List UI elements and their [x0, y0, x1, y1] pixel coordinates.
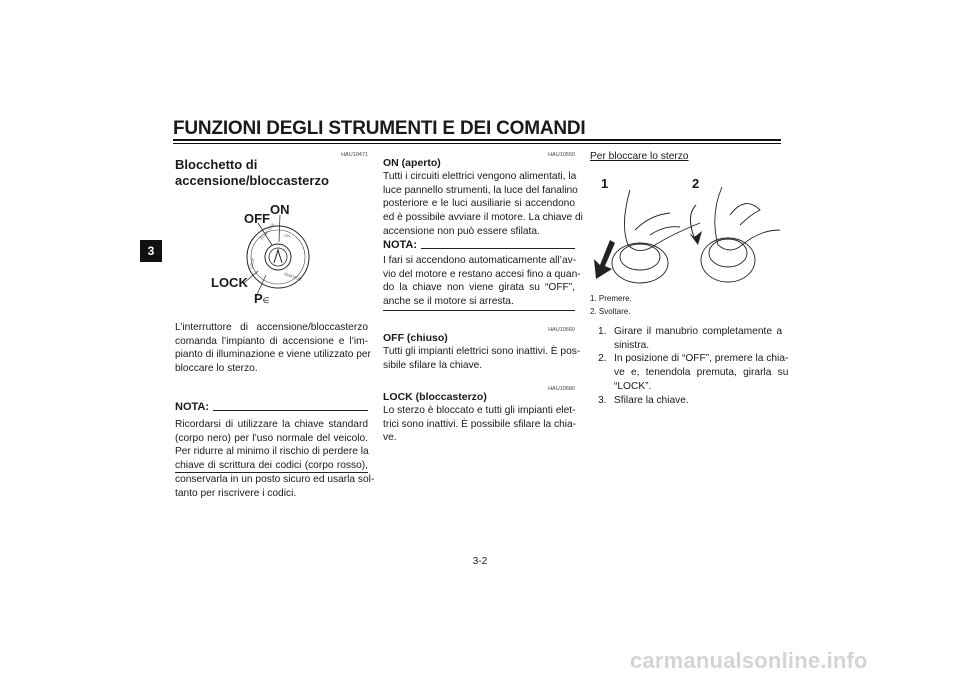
label-p: P∈ — [254, 291, 270, 306]
nota-label: NOTA: — [383, 239, 575, 251]
page-number: 3-2 — [472, 556, 488, 567]
lock-heading: LOCK (bloccasterzo) — [383, 391, 487, 403]
figure-captions: 1. Premere. 2. Svoltare. — [590, 294, 632, 316]
list-item: 1. Girare il manubrio completamente a sinistra. — [598, 326, 782, 351]
subheading: Per bloccare lo sterzo — [590, 151, 689, 162]
nota-paragraph: I fari si accendono automaticamente all’av- vio del motore e restano accesi fino a quan- do la chiave non viene girata su “OFF”, anche se il motore si arresta. — [383, 255, 581, 308]
chapter-tab: 3 — [140, 240, 162, 262]
intro-paragraph: L’interruttore di accensione/bloccasterzo comanda l’impianto di accensione e l’im- pianto di illuminazione e viene utilizzato per bloccare lo sterzo. — [175, 322, 371, 375]
figure-label-2: 2 — [692, 176, 700, 191]
nota-label: NOTA: — [175, 401, 368, 413]
label-off: OFF — [244, 211, 270, 226]
off-paragraph: Tutti gli impianti elettrici sono inattivi. È pos- sibile sfilare la chiave. — [383, 346, 581, 371]
label-on: ON — [270, 202, 290, 217]
page-title: FUNZIONI DEGLI STRUMENTI E DEI COMANDI — [173, 118, 586, 139]
section-code: HAU10660 — [548, 327, 575, 333]
lock-paragraph: Lo sterzo è bloccato e tutti gli impianti elet- trici sono inattivi. È possibile sfilare la chia- ve. — [383, 405, 577, 444]
label-lock: LOCK — [211, 275, 248, 290]
heading-line: accensione/bloccasterzo — [175, 173, 329, 188]
svg-text:PUSH OFF: PUSH OFF — [258, 221, 276, 241]
section-code: HAU10680 — [548, 386, 575, 392]
list-item: 2. In posizione di “OFF”, premere la chia- ve e, tenendola premuta, girarla su “LOCK”. — [598, 353, 789, 392]
svg-text:ON: ON — [284, 233, 290, 238]
list-item: 3. Sfilare la chiave. — [598, 394, 689, 406]
steps-list — [598, 325, 789, 407]
nota-end-rule — [383, 310, 575, 311]
off-heading: OFF (chiuso) — [383, 332, 448, 344]
section-heading — [175, 157, 329, 189]
watermark: carmanualsonline.info — [630, 648, 868, 673]
on-heading: ON (aperto) — [383, 157, 441, 169]
nota-paragraph: Ricordarsi di utilizzare la chiave standard (corpo nero) per l’uso normale del veicolo. Per ridurre al minimo il rischio di perdere la chiave di scrittura dei codici (corpo rosso), conservarla in un posto sicuro ed usarla sol- tanto per riscrivere i codici. — [175, 419, 375, 499]
section-code: HAU10550 — [548, 152, 575, 158]
nota-end-rule — [175, 472, 368, 473]
heading-line: Blocchetto di — [175, 157, 258, 172]
section-code: HAU10471 — [341, 152, 368, 158]
steering-lock-illustration — [590, 185, 785, 285]
title-rule — [173, 139, 781, 141]
on-paragraph: Tutti i circuiti elettrici vengono alimentati, la luce pannello strumenti, la luce del fanalino posteriore e le luci ausiliarie si accendono ed è possibile avviare il motore. La chiave di accensione non può essere sfilata. — [383, 171, 583, 237]
figure-label-1: 1 — [601, 176, 609, 191]
svg-text:IGNITION: IGNITION — [283, 271, 303, 283]
title-rule-thin — [173, 143, 781, 144]
svg-text:LOCK: LOCK — [248, 257, 256, 270]
